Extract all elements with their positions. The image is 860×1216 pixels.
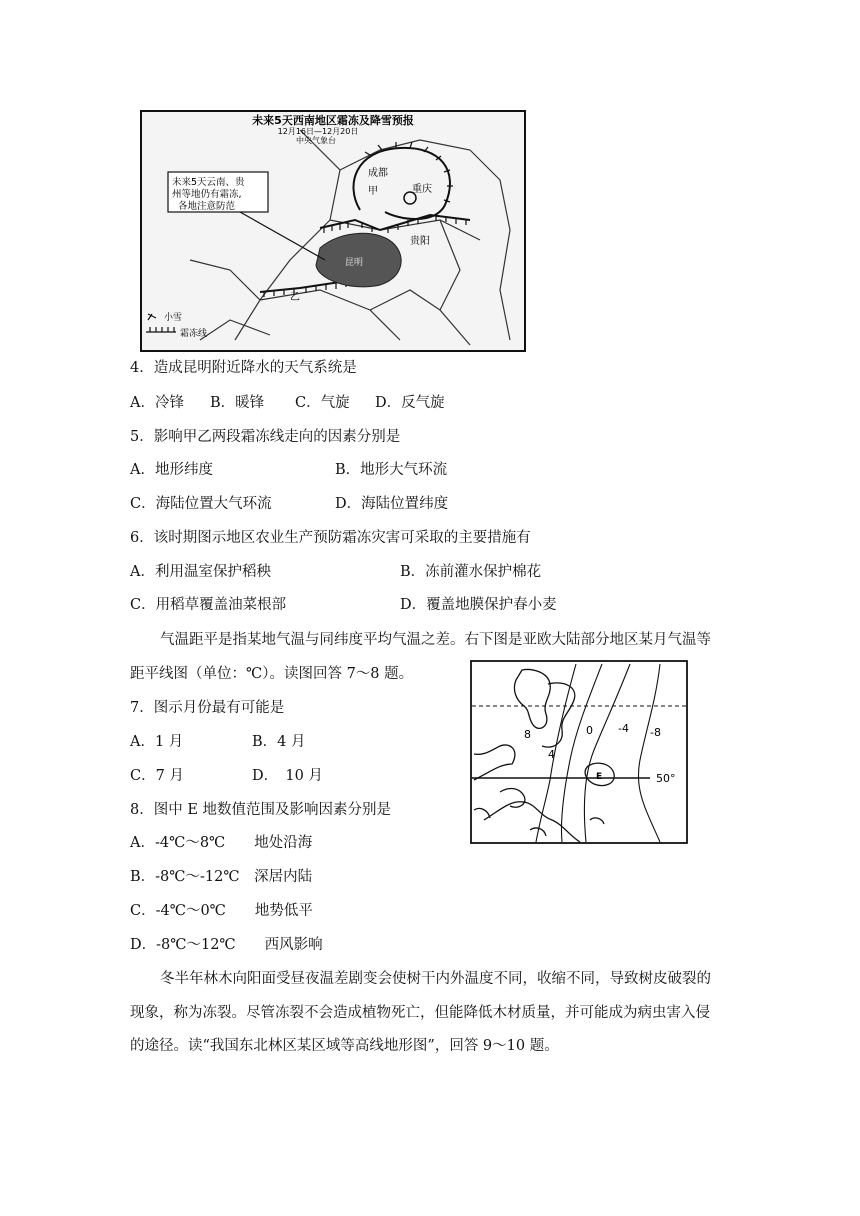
point-e-label: E xyxy=(596,772,603,782)
isotherm-label-minus4: -4 xyxy=(618,722,629,735)
q8-option-c: C．-4℃～0℃ 地势低平 xyxy=(130,903,313,919)
q8-stem: 8．图中 E 地数值范围及影响因素分别是 xyxy=(130,802,392,818)
q6-options-row2 xyxy=(130,595,557,615)
legend-frost-line: 霜冻线 xyxy=(180,329,208,339)
intro-910-line1: 冬半年林木向阳面受昼夜温差剧变会使树干内外温度不同，收缩不同，导致树皮破裂的 xyxy=(160,971,711,987)
q4-option-b: B．暖锋 xyxy=(210,395,265,411)
q4-option-c: C．气旋 xyxy=(295,395,350,411)
isotherm-label-4: 4 xyxy=(548,748,555,761)
q8-option-b: B．-8℃～-12℃ 深居内陆 xyxy=(130,869,313,885)
q4-option-a: A．冷锋 xyxy=(130,395,184,411)
q5-option-c: C．海陆位置大气环流 xyxy=(130,496,272,512)
q6-option-b: B．冻前灌水保护棉花 xyxy=(400,564,542,580)
temperature-anomaly-map xyxy=(470,660,688,844)
map1-source: 中央气象台 xyxy=(296,136,336,145)
q7-options-row1 xyxy=(130,732,306,752)
q5-options-row1 xyxy=(130,460,447,480)
intro-78-line1: 气温距平是指某地气温与同纬度平均气温之差。右下图是亚欧大陆部分地区某月气温等 xyxy=(160,632,711,648)
q6-option-a: A．利用温室保护稻秧 xyxy=(130,564,271,580)
q7-option-c: C．7 月 xyxy=(130,768,184,784)
intro-910-line3: 的途径。读“我国东北林区某区域等高线地形图”，回答 9～10 题。 xyxy=(130,1038,559,1054)
callout-line-2: 州等地仍有霜冻, xyxy=(172,189,242,200)
q5-stem: 5．影响甲乙两段霜冻线走向的因素分别是 xyxy=(130,429,401,445)
legend-snow: 小雪 xyxy=(164,313,183,323)
label-yi: 乙 xyxy=(290,292,300,303)
label-kunming: 昆明 xyxy=(345,258,364,268)
intro-78-line2: 距平线图（单位：℃）。读图回答 7～8 题。 xyxy=(130,666,414,682)
isotherm-label-8: 8 xyxy=(524,728,531,741)
q5-option-d: D．海陆位置纬度 xyxy=(335,496,449,512)
q5-options-row2 xyxy=(130,494,448,514)
callout-line-1: 未来5天云南、贵 xyxy=(172,177,245,188)
map1-dates: 12月16日—12月20日 xyxy=(277,127,359,136)
q8-option-d: D．-8℃～12℃ 西风影响 xyxy=(130,937,323,953)
latitude-label-50: 50° xyxy=(656,772,676,785)
q6-option-c: C．用稻草覆盖油菜根部 xyxy=(130,597,287,613)
q7-option-a: A．1 月 xyxy=(130,734,184,750)
q5-option-a: A．地形纬度 xyxy=(130,462,213,478)
q6-option-d: D．覆盖地膜保护春小麦 xyxy=(400,597,557,613)
q4-option-d: D．反气旋 xyxy=(375,395,445,411)
q4-options xyxy=(130,393,445,413)
q7-stem: 7．图示月份最有可能是 xyxy=(130,700,285,716)
q5-option-b: B．地形大气环流 xyxy=(335,462,448,478)
q6-stem: 6．该时期图示地区农业生产预防霜冻灾害可采取的主要措施有 xyxy=(130,530,531,546)
callout-line-3: 各地注意防范 xyxy=(178,201,236,212)
map1-title: 未来5天西南地区霜冻及降雪预报 xyxy=(252,114,414,127)
q8-option-a: A．-4℃～8℃ 地处沿海 xyxy=(130,835,313,851)
isotherm-label-minus8: -8 xyxy=(650,726,661,739)
label-chongqing: 重庆 xyxy=(412,184,432,195)
frost-snow-forecast-map xyxy=(140,110,526,352)
label-guiyang: 贵阳 xyxy=(410,236,430,247)
q7-option-b: B．4 月 xyxy=(252,734,306,750)
label-jia: 甲 xyxy=(368,186,378,197)
intro-910-line2: 现象，称为冻裂。尽管冻裂不会造成植物死亡，但能降低木材质量，并可能成为病虫害入侵 xyxy=(130,1005,710,1021)
q4-stem: 4．造成昆明附近降水的天气系统是 xyxy=(130,360,357,376)
label-chengdu: 成都 xyxy=(368,168,388,179)
q6-options-row1 xyxy=(130,562,541,582)
q7-options-row2 xyxy=(130,766,323,786)
isotherm-label-0: 0 xyxy=(586,724,593,737)
q7-option-d: D． 10 月 xyxy=(252,768,323,784)
